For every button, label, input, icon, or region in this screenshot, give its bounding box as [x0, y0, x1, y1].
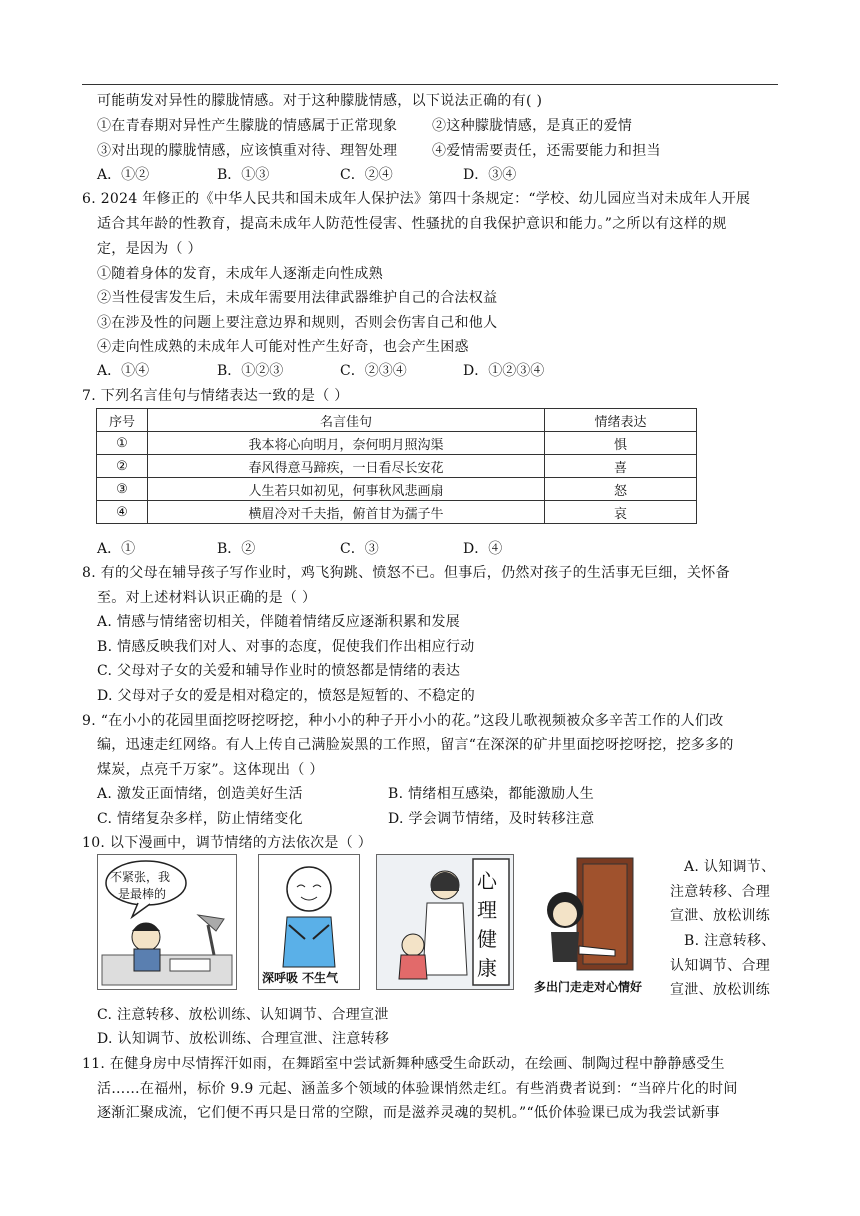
comic-go-outside-caption: 多出门走走对心情好	[534, 980, 643, 994]
table-row	[97, 432, 697, 455]
q10-option-a-line-1[interactable]: A. 认知调节、	[684, 859, 776, 875]
q6-statement-2: ②当性侵害发生后，未成年需要用法律武器维护自己的合法权益	[97, 290, 498, 306]
q6-statement-4: ④走向性成熟的未成年人可能对性产生好奇，也会产生困惑	[97, 339, 469, 355]
row-emotion: 喜	[545, 455, 697, 478]
row-quote: 春风得意马蹄疾，一日看尽长安花	[148, 455, 545, 478]
q8-option-b[interactable]: B. 情感反映我们对人、对事的态度，促使我们作出相应行动	[97, 639, 475, 655]
q8-line-1: 8. 有的父母在辅导孩子写作业时，鸡飞狗跳、愤怒不已。但事后，仍然对孩子的生活事无巨细，关怀备	[82, 565, 730, 581]
q9-line-2: 编，迅速走红网络。有人上传自己满脸炭黑的工作照，留言“在深深的矿井里面挖呀挖呀挖，挖多多的	[97, 737, 734, 753]
row-emotion: 哀	[545, 501, 697, 524]
q9-option-c[interactable]: C. 情绪复杂多样，防止情绪变化	[97, 811, 303, 827]
q5-option-a[interactable]: A．①②	[97, 167, 150, 183]
row-quote: 我本将心向明月，奈何明月照沟渠	[148, 432, 545, 455]
q5-option-c[interactable]: C．②④	[340, 167, 393, 183]
header-quote: 名言佳句	[148, 409, 545, 432]
q10-stem: 10. 以下漫画中，调节情绪的方法依次是（ ）	[82, 835, 373, 851]
q6-option-a[interactable]: A．①④	[97, 363, 150, 379]
row-emotion: 惧	[545, 432, 697, 455]
row-number: ③	[97, 478, 148, 501]
q7-option-a[interactable]: A．①	[97, 541, 136, 557]
q6-option-d[interactable]: D．①②③④	[463, 363, 545, 379]
table-row	[97, 455, 697, 478]
q9-line-3: 煤炭，点亮千万家”。这体现出（ ）	[97, 762, 324, 778]
q7-table	[96, 408, 697, 524]
comic-self-talk-text-1: 不紧张，我	[110, 870, 171, 884]
comic-go-outside-art	[531, 854, 655, 998]
q6-line-1: 6. 2024 年修正的《中华人民共和国未成年人保护法》第四十条规定：“学校、幼儿园应当对未成年人开展	[82, 191, 751, 207]
q7-stem: 7. 下列名言佳句与情绪表达一致的是（ ）	[82, 388, 349, 404]
q6-option-b[interactable]: B．①②③	[217, 363, 284, 379]
q5-statement-4: ④爱情需要责任，还需要能力和担当	[432, 143, 661, 159]
q10-option-b-line-1[interactable]: B. 注意转移、	[684, 933, 776, 949]
comic-deep-breath	[258, 854, 360, 990]
q6-statement-3: ③在涉及性的问题上要注意边界和规则，否则会伤害自己和他人	[97, 315, 498, 331]
q9-option-b[interactable]: B. 情绪相互感染，都能激励人生	[388, 786, 594, 802]
q5-statement-3: ③对出现的朦胧情感，应该慎重对待、理智处理	[97, 143, 398, 159]
q11-line-2: 活……在福州，标价 9.9 元起、涵盖多个领域的体验课悄然走红。有些消费者说到：“当碎片化的时间	[97, 1081, 738, 1097]
comic-counseling-sign-4: 康	[477, 956, 497, 980]
comic-counseling-sign-1: 心	[477, 869, 497, 893]
header-emotion: 情绪表达	[545, 409, 697, 432]
comic-counseling-sign-3: 健	[477, 927, 497, 951]
header-number: 序号	[97, 409, 148, 432]
table-row	[97, 478, 697, 501]
q10-option-d[interactable]: D. 认知调节、放松训练、合理宣泄、注意转移	[97, 1031, 390, 1047]
comic-self-talk-text-2: 是最棒的	[118, 887, 167, 901]
q6-option-c[interactable]: C．②③④	[340, 363, 407, 379]
q7-option-b[interactable]: B．②	[217, 541, 256, 557]
table-row	[97, 501, 697, 524]
q5-option-d[interactable]: D．③④	[463, 167, 517, 183]
q5-statement-1: ①在青春期对异性产生朦胧的情感属于正常现象	[97, 118, 398, 134]
comic-deep-breath-caption: 深呼吸 不生气	[262, 971, 339, 985]
row-quote: 人生若只如初见，何事秋风悲画扇	[148, 478, 545, 501]
q10-option-a-line-3[interactable]: 宣泄、放松训练	[670, 908, 771, 924]
q9-option-a[interactable]: A. 激发正面情绪，创造美好生活	[97, 786, 303, 802]
q11-line-1: 11. 在健身房中尽情挥汗如雨，在舞蹈室中尝试新舞种感受生命跃动，在绘画、制陶过程中静静感受生	[82, 1056, 725, 1072]
q5-statement-2: ②这种朦胧情感，是真正的爱情	[432, 118, 633, 134]
comic-counseling	[376, 854, 514, 990]
q10-option-b-line-3[interactable]: 宣泄、放松训练	[670, 982, 771, 998]
row-number: ①	[97, 432, 148, 455]
q9-option-d[interactable]: D. 学会调节情绪，及时转移注意	[388, 811, 595, 827]
row-emotion: 怒	[545, 478, 697, 501]
comic-go-outside	[531, 854, 655, 998]
header-rule	[82, 84, 778, 85]
q11-line-3: 逐渐汇聚成流，它们便不再只是日常的空隙，而是滋养灵魂的契机。”“低价体验课已成为我尝试新事	[97, 1105, 720, 1121]
q10-option-a-line-2[interactable]: 注意转移、合理	[670, 884, 771, 900]
comic-self-talk	[97, 854, 237, 990]
q7-option-c[interactable]: C．③	[340, 541, 379, 557]
row-quote: 横眉冷对千夫指，俯首甘为孺子牛	[148, 501, 545, 524]
q8-option-d[interactable]: D. 父母对子女的爱是相对稳定的，愤怒是短暂的、不稳定的	[97, 688, 476, 704]
q6-line-3: 定，是因为（ ）	[97, 241, 202, 257]
q8-option-c[interactable]: C. 父母对子女的关爱和辅导作业时的愤怒都是情绪的表达	[97, 663, 461, 679]
q10-option-b-line-2[interactable]: 认知调节、合理	[670, 958, 771, 974]
comic-counseling-sign-2: 理	[477, 898, 497, 922]
q6-statement-1: ①随着身体的发育，未成年人逐渐走向性成熟	[97, 266, 383, 282]
q8-option-a[interactable]: A. 情感与情绪密切相关，伴随着情绪反应逐渐积累和发展	[97, 614, 461, 630]
row-number: ②	[97, 455, 148, 478]
q7-option-d[interactable]: D．④	[463, 541, 503, 557]
q8-line-2: 至。对上述材料认识正确的是（ ）	[97, 590, 317, 606]
q9-line-1: 9. “在小小的花园里面挖呀挖呀挖，种小小的种子开小小的花。”这段儿歌视频被众多辛苦工作的人们改	[82, 713, 724, 729]
q5-stem: 可能萌发对异性的朦胧情感。对于这种朦胧情感，以下说法正确的有( )	[97, 93, 543, 109]
q10-option-c[interactable]: C. 注意转移、放松训练、认知调节、合理宣泄	[97, 1007, 389, 1023]
q6-line-2: 适合其年龄的性教育，提高未成年人防范性侵害、性骚扰的自我保护意识和能力。”之所以有这样的规	[97, 216, 727, 232]
table-header-row	[97, 409, 697, 432]
q5-option-b[interactable]: B．①③	[217, 167, 270, 183]
row-number: ④	[97, 501, 148, 524]
